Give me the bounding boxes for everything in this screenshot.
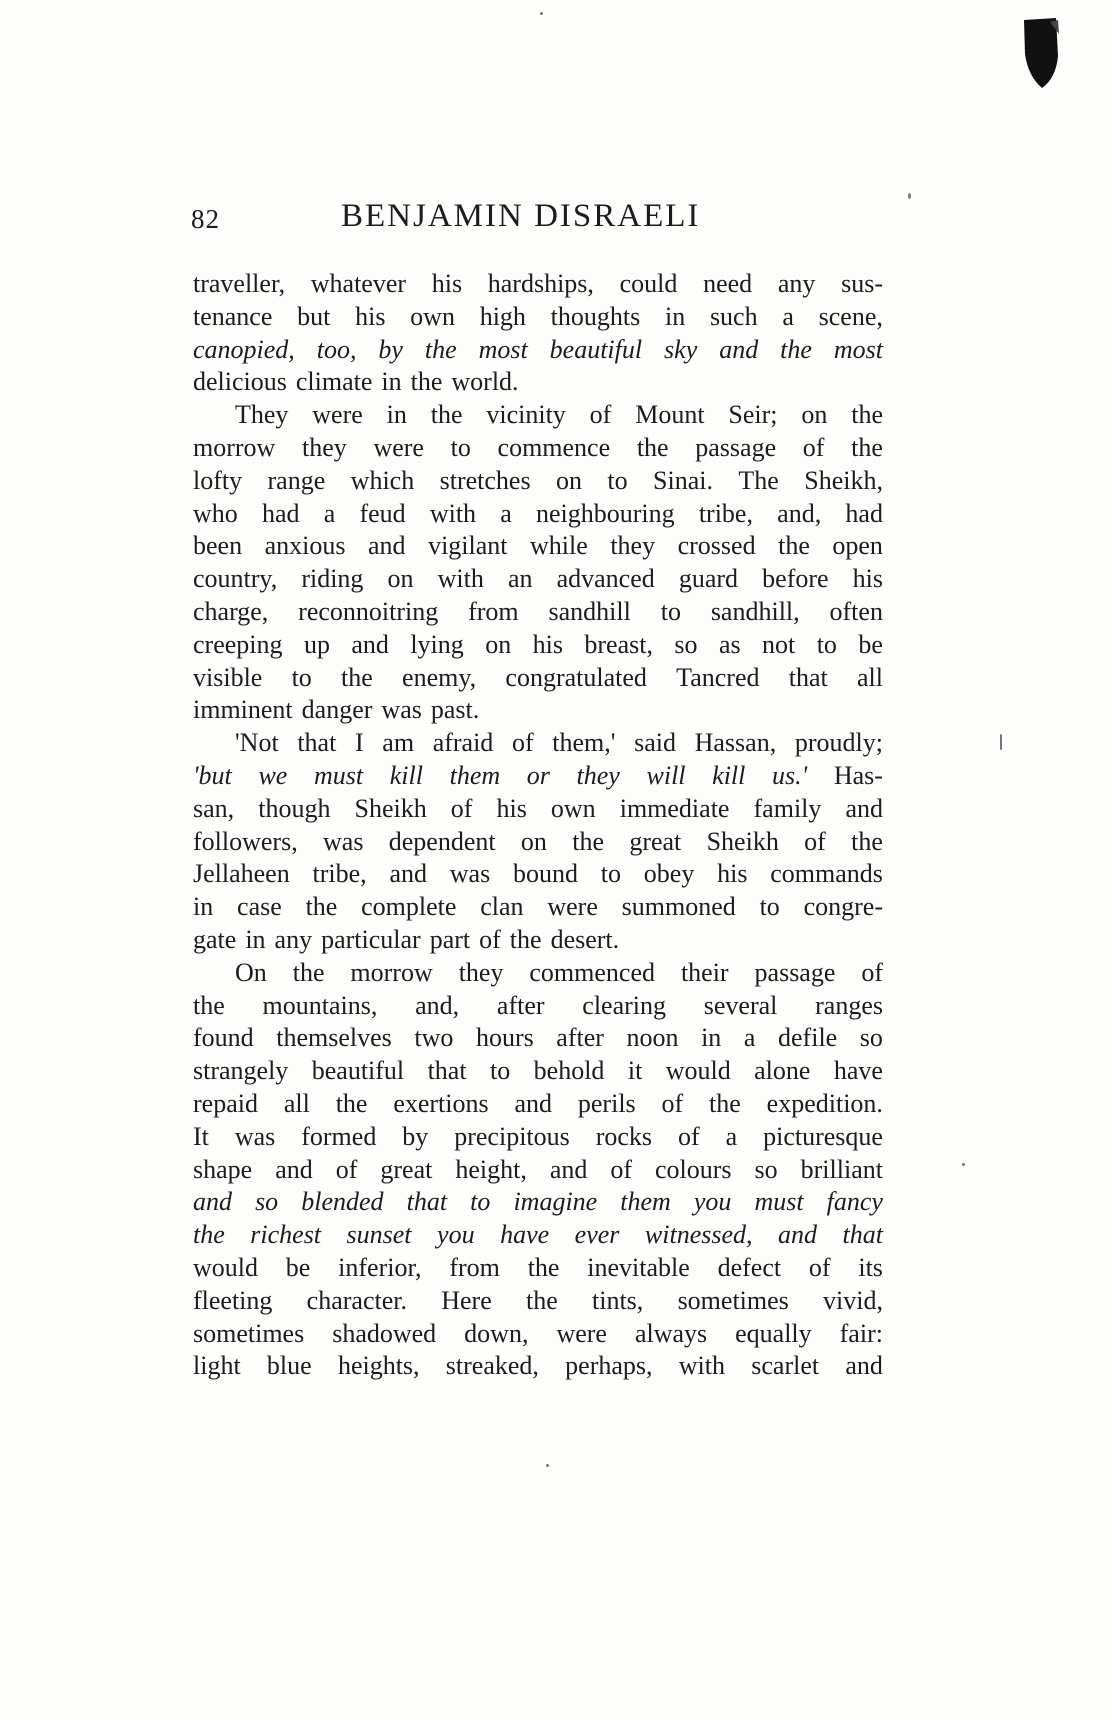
- text-line: They were in the vicinity of Mount Seir; on the: [235, 400, 883, 430]
- text-line: shape and of great height, and of colours so brilliant: [193, 1154, 883, 1184]
- text-line: canopied, too, by the most beautiful sky and the most: [193, 334, 883, 364]
- text-line: It was formed by precipitous rocks of a picturesque: [193, 1121, 883, 1151]
- paper-speck: [962, 1163, 965, 1166]
- text-line: sometimes shadowed down, were always equally fair:: [193, 1318, 883, 1348]
- text-line: visible to the enemy, congratulated Tancred that all: [193, 662, 883, 692]
- text-line: followers, was dependent on the great Sheikh of the: [193, 826, 883, 856]
- text-line: 'but we must kill them or they will kill us.' Has-: [193, 760, 883, 790]
- text-line: delicious climate in the world.: [193, 367, 519, 397]
- paper-speck: [546, 1464, 549, 1467]
- text-line: light blue heights, streaked, perhaps, with scarlet and: [193, 1351, 883, 1381]
- text-line: who had a feud with a neighbouring tribe, and, had: [193, 498, 883, 528]
- text-line: san, though Sheikh of his own immediate family and: [193, 793, 883, 823]
- text-line: fleeting character. Here the tints, sometimes vivid,: [193, 1285, 883, 1315]
- ink-blot-mark: [1020, 16, 1060, 90]
- text-line: Jellaheen tribe, and was bound to obey his commands: [193, 859, 883, 889]
- running-head: BENJAMIN DISRAELI: [341, 198, 701, 234]
- text-line: traveller, whatever his hardships, could need any sus-: [193, 269, 883, 298]
- text-line: country, riding on with an advanced guard before his: [193, 564, 883, 594]
- text-line: tenance but his own high thoughts in such a scene,: [193, 301, 883, 331]
- text-line: would be inferior, from the inevitable defect of its: [193, 1252, 883, 1282]
- text-line: 'Not that I am afraid of them,' said Hassan, proudly;: [235, 728, 883, 758]
- page-header: [191, 198, 891, 242]
- paper-speck: [540, 12, 543, 15]
- text-line: been anxious and vigilant while they crossed the open: [193, 531, 883, 561]
- text-line: lofty range which stretches on to Sinai. The Sheikh,: [193, 465, 883, 495]
- text-line: repaid all the exertions and perils of the expedition.: [193, 1088, 883, 1118]
- text-line: morrow they were to commence the passage of the: [193, 432, 883, 462]
- body-text: [193, 268, 883, 1383]
- text-line: creeping up and lying on his breast, so as not to be: [193, 629, 883, 659]
- text-line: the mountains, and, after clearing several ranges: [193, 990, 883, 1020]
- text-line: and so blended that to imagine them you must fancy: [193, 1187, 883, 1217]
- text-line: the richest sunset you have ever witnessed, and that: [193, 1220, 883, 1250]
- text-line: in case the complete clan were summoned to congre-: [193, 892, 883, 922]
- text-line: found themselves two hours after noon in a defile so: [193, 1023, 883, 1053]
- text-line: charge, reconnoitring from sandhill to sandhill, often: [193, 596, 883, 626]
- text-line: imminent danger was past.: [193, 695, 480, 725]
- paper-speck: [908, 193, 911, 199]
- text-line: strangely beautiful that to behold it would alone have: [193, 1056, 883, 1086]
- text-line: gate in any particular part of the desert.: [193, 924, 620, 954]
- paper-speck: [1000, 734, 1002, 750]
- page-number: 82: [191, 204, 220, 234]
- text-line: On the morrow they commenced their passage of: [235, 957, 883, 987]
